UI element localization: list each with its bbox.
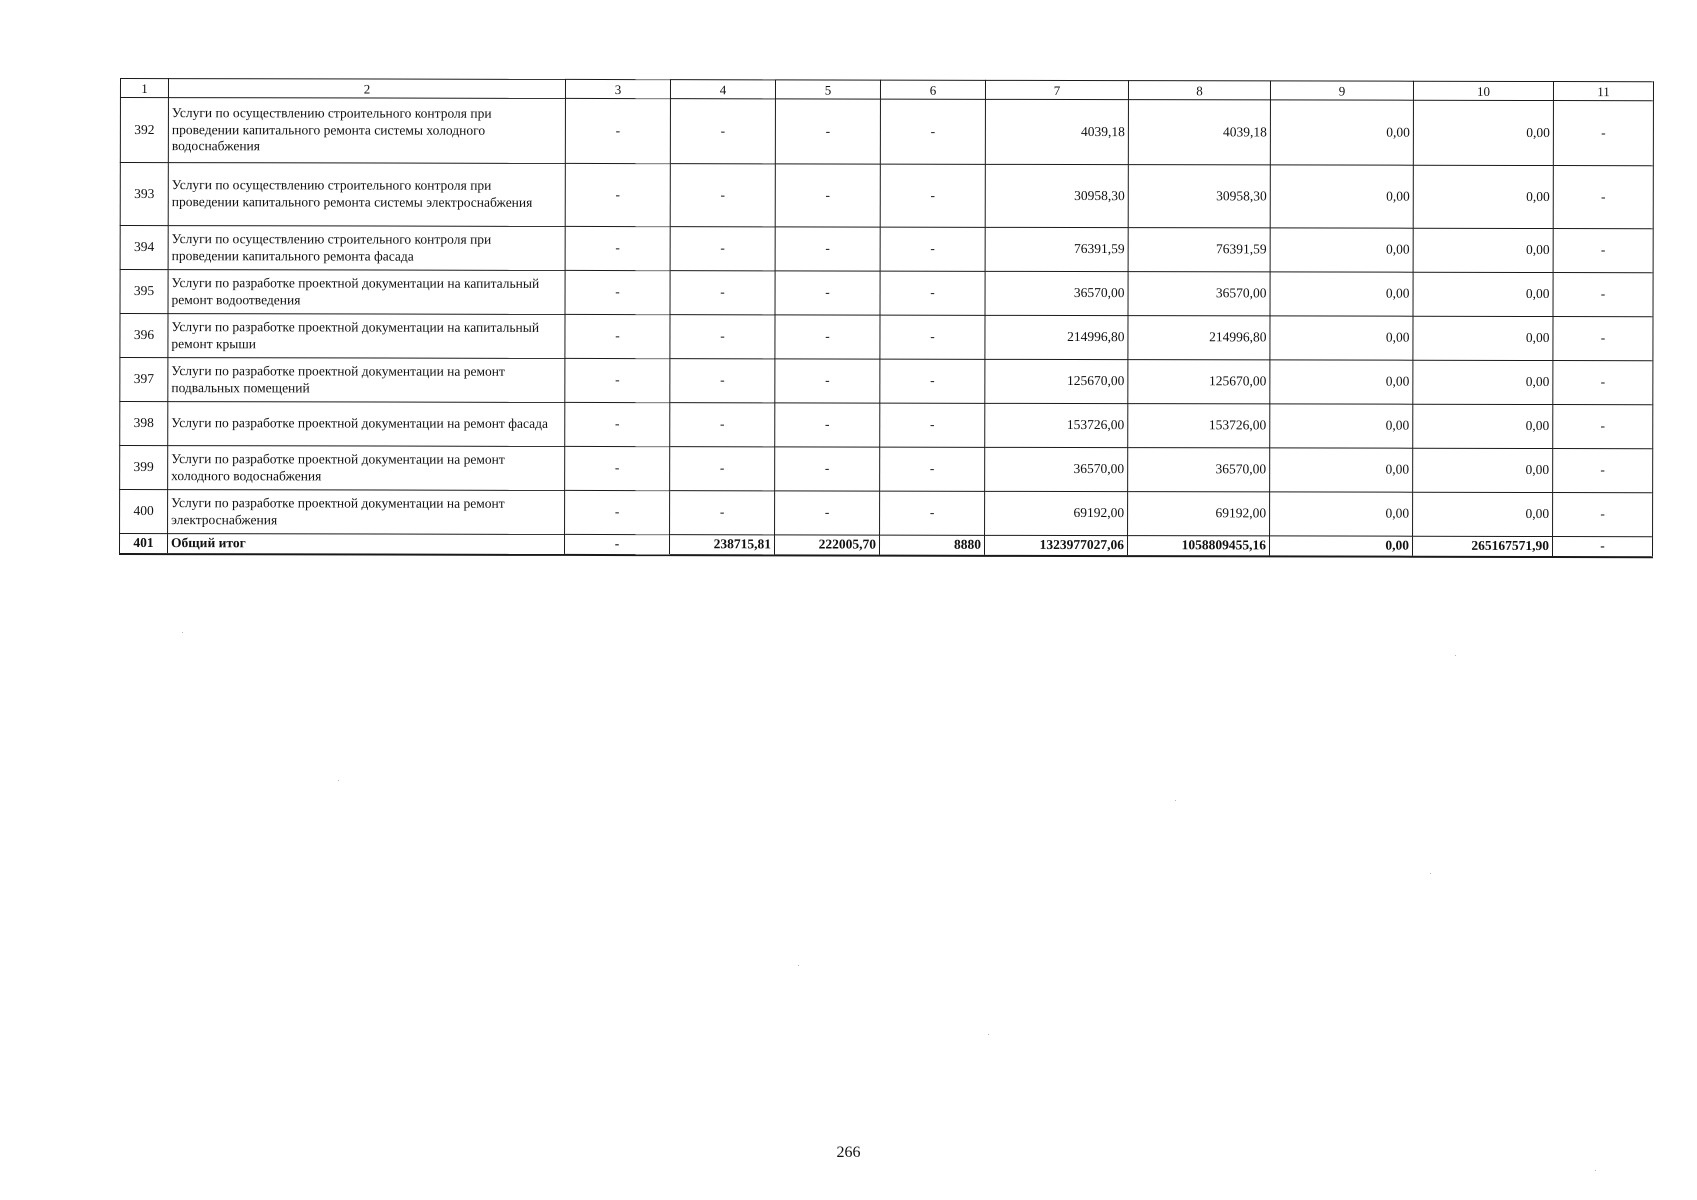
row-description: Услуги по разработке проектной документации на ремонт электроснабжения: [168, 490, 565, 535]
scan-speck: [1455, 655, 1456, 656]
cell-c5: -: [775, 491, 880, 535]
cell-c3: -: [565, 270, 670, 314]
cell-c8: 153726,00: [1128, 404, 1270, 448]
cell-c9: 0,00: [1270, 448, 1413, 492]
cell-c4: -: [670, 99, 775, 164]
cell-c8: 125670,00: [1128, 360, 1270, 404]
cell-c5: -: [775, 164, 880, 227]
report-table: [119, 78, 1654, 558]
cell-c9: 0,00: [1270, 360, 1413, 404]
cell-c4: -: [670, 227, 775, 271]
cell-c5: -: [775, 315, 880, 359]
cell-c8: 76391,59: [1128, 228, 1270, 272]
column-number: 6: [880, 80, 985, 99]
cell-c9: 0,00: [1270, 272, 1413, 316]
cell-c5: -: [775, 447, 880, 491]
table-row: [120, 226, 1653, 273]
cell-c4: -: [670, 271, 775, 315]
table-row: [120, 98, 1653, 166]
cell-c5: -: [775, 359, 880, 403]
scan-speck: [1595, 1170, 1596, 1171]
total-label: Общий итог: [168, 534, 565, 555]
cell-c4: -: [670, 164, 775, 227]
cell-c9: 0,00: [1270, 165, 1413, 228]
cell-c11: -: [1553, 405, 1653, 449]
cell-c5: -: [775, 99, 880, 164]
cell-c6: -: [880, 359, 985, 403]
cell-c9: 0,00: [1270, 228, 1413, 272]
scan-speck: [182, 632, 183, 633]
cell-c6: -: [880, 403, 985, 447]
cell-c10: 0,00: [1413, 272, 1553, 316]
table-row: [120, 314, 1653, 361]
cell-c7: 125670,00: [985, 359, 1128, 403]
cell-c7: 4039,18: [985, 99, 1128, 164]
cell-c3: -: [565, 358, 670, 402]
cell-c10: 0,00: [1413, 165, 1553, 228]
cell-c8: 69192,00: [1128, 492, 1270, 536]
cell-c11: -: [1553, 166, 1653, 229]
row-description: Услуги по разработке проектной документации на ремонт подвальных помещений: [168, 358, 565, 403]
scan-speck: [798, 965, 799, 966]
table-row: [120, 402, 1653, 449]
cell-c11: -: [1553, 317, 1653, 361]
cell-c6: -: [880, 164, 985, 227]
row-number: 400: [120, 490, 168, 534]
cell-c11: -: [1553, 493, 1653, 537]
cell-c10: 0,00: [1413, 316, 1553, 360]
scan-speck: [338, 780, 339, 781]
row-description: Услуги по осуществлению строительного контроля при проведении капитального ремонта системы электроснабжения: [168, 163, 565, 227]
report-sheet: [119, 78, 1653, 558]
total-c10: 265167571,90: [1413, 536, 1553, 557]
cell-c10: 0,00: [1413, 360, 1553, 404]
scan-speck: [988, 1034, 989, 1035]
cell-c4: -: [670, 447, 775, 491]
column-number: 3: [565, 79, 670, 98]
cell-c10: 0,00: [1413, 404, 1553, 448]
cell-c7: 153726,00: [985, 403, 1128, 447]
column-number: 11: [1553, 82, 1653, 101]
cell-c3: -: [565, 446, 670, 490]
row-description: Услуги по разработке проектной документации на капитальный ремонт крыши: [168, 314, 565, 359]
total-c9: 0,00: [1270, 536, 1413, 557]
total-c5: 222005,70: [775, 535, 880, 556]
cell-c10: 0,00: [1413, 492, 1553, 536]
cell-c5: -: [775, 403, 880, 447]
total-c7: 1323977027,06: [985, 535, 1128, 556]
cell-c6: -: [880, 447, 985, 491]
row-number: 398: [120, 402, 168, 446]
total-c3: -: [565, 534, 670, 555]
cell-c3: -: [565, 98, 670, 163]
total-c11: -: [1552, 537, 1652, 558]
row-number: 393: [120, 163, 168, 226]
cell-c9: 0,00: [1270, 100, 1413, 165]
cell-c7: 30958,30: [985, 164, 1128, 227]
cell-c3: -: [565, 490, 670, 534]
table-row: [120, 163, 1653, 229]
cell-c4: -: [670, 403, 775, 447]
cell-c4: -: [670, 491, 775, 535]
cell-c7: 214996,80: [985, 315, 1128, 359]
table-row: [120, 446, 1653, 493]
cell-c6: -: [880, 271, 985, 315]
cell-c11: -: [1553, 229, 1653, 273]
total-c8: 1058809455,16: [1128, 536, 1270, 557]
cell-c10: 0,00: [1413, 228, 1553, 272]
row-description: Услуги по разработке проектной документации на ремонт холодного водоснабжения: [168, 446, 565, 491]
cell-c4: -: [670, 359, 775, 403]
cell-c6: -: [880, 227, 985, 271]
scan-speck: [1175, 800, 1176, 801]
cell-c3: -: [565, 402, 670, 446]
row-number: 395: [120, 270, 168, 314]
table-row: [120, 270, 1653, 317]
cell-c10: 0,00: [1413, 100, 1553, 165]
scan-speck: [1430, 873, 1431, 874]
cell-c5: -: [775, 227, 880, 271]
column-number: 5: [775, 80, 880, 99]
column-number: 10: [1413, 81, 1553, 100]
cell-c6: -: [880, 315, 985, 359]
table-row: [120, 490, 1653, 537]
column-number: 9: [1270, 81, 1413, 100]
column-number: 2: [168, 79, 565, 99]
column-number: 8: [1128, 81, 1270, 100]
cell-c4: -: [670, 315, 775, 359]
cell-c11: -: [1553, 273, 1653, 317]
cell-c9: 0,00: [1270, 492, 1413, 536]
table-row: [120, 358, 1653, 405]
cell-c9: 0,00: [1270, 404, 1413, 448]
cell-c3: -: [565, 226, 670, 270]
page-number: 266: [836, 1144, 861, 1161]
cell-c8: 30958,30: [1128, 165, 1270, 228]
cell-c11: -: [1553, 101, 1653, 166]
cell-c9: 0,00: [1270, 316, 1413, 360]
row-number: 399: [120, 446, 168, 490]
row-number: 397: [120, 358, 168, 402]
row-number: 392: [120, 98, 168, 163]
total-row: [120, 534, 1653, 558]
cell-c8: 214996,80: [1128, 316, 1270, 360]
cell-c11: -: [1553, 361, 1653, 405]
cell-c8: 36570,00: [1128, 272, 1270, 316]
cell-c7: 36570,00: [985, 271, 1128, 315]
row-description: Услуги по разработке проектной документации на капитальный ремонт водоотведения: [168, 270, 565, 315]
cell-c8: 4039,18: [1128, 100, 1270, 165]
cell-c6: -: [880, 491, 985, 535]
column-number: 1: [120, 79, 168, 98]
cell-c8: 36570,00: [1128, 448, 1270, 492]
column-number: 4: [670, 80, 775, 99]
row-description: Услуги по осуществлению строительного контроля при проведении капитального ремонта системы холодного водоснабжения: [168, 98, 565, 164]
report-table-body: [120, 79, 1654, 558]
row-number: 396: [120, 314, 168, 358]
cell-c7: 69192,00: [985, 491, 1128, 535]
cell-c7: 36570,00: [985, 447, 1128, 491]
cell-c3: -: [565, 314, 670, 358]
cell-c3: -: [565, 163, 670, 226]
total-row-number: 401: [120, 534, 168, 555]
total-c6: 8880: [880, 535, 985, 556]
total-c4: 238715,81: [670, 535, 775, 556]
cell-c6: -: [880, 99, 985, 164]
row-description: Услуги по осуществлению строительного контроля при проведении капитального ремонта фасада: [168, 226, 565, 271]
column-number: 7: [985, 80, 1128, 99]
cell-c11: -: [1553, 449, 1653, 493]
row-number: 394: [120, 226, 168, 270]
cell-c5: -: [775, 271, 880, 315]
cell-c10: 0,00: [1413, 448, 1553, 492]
row-description: Услуги по разработке проектной документации на ремонт фасада: [168, 402, 565, 447]
cell-c7: 76391,59: [985, 227, 1128, 271]
